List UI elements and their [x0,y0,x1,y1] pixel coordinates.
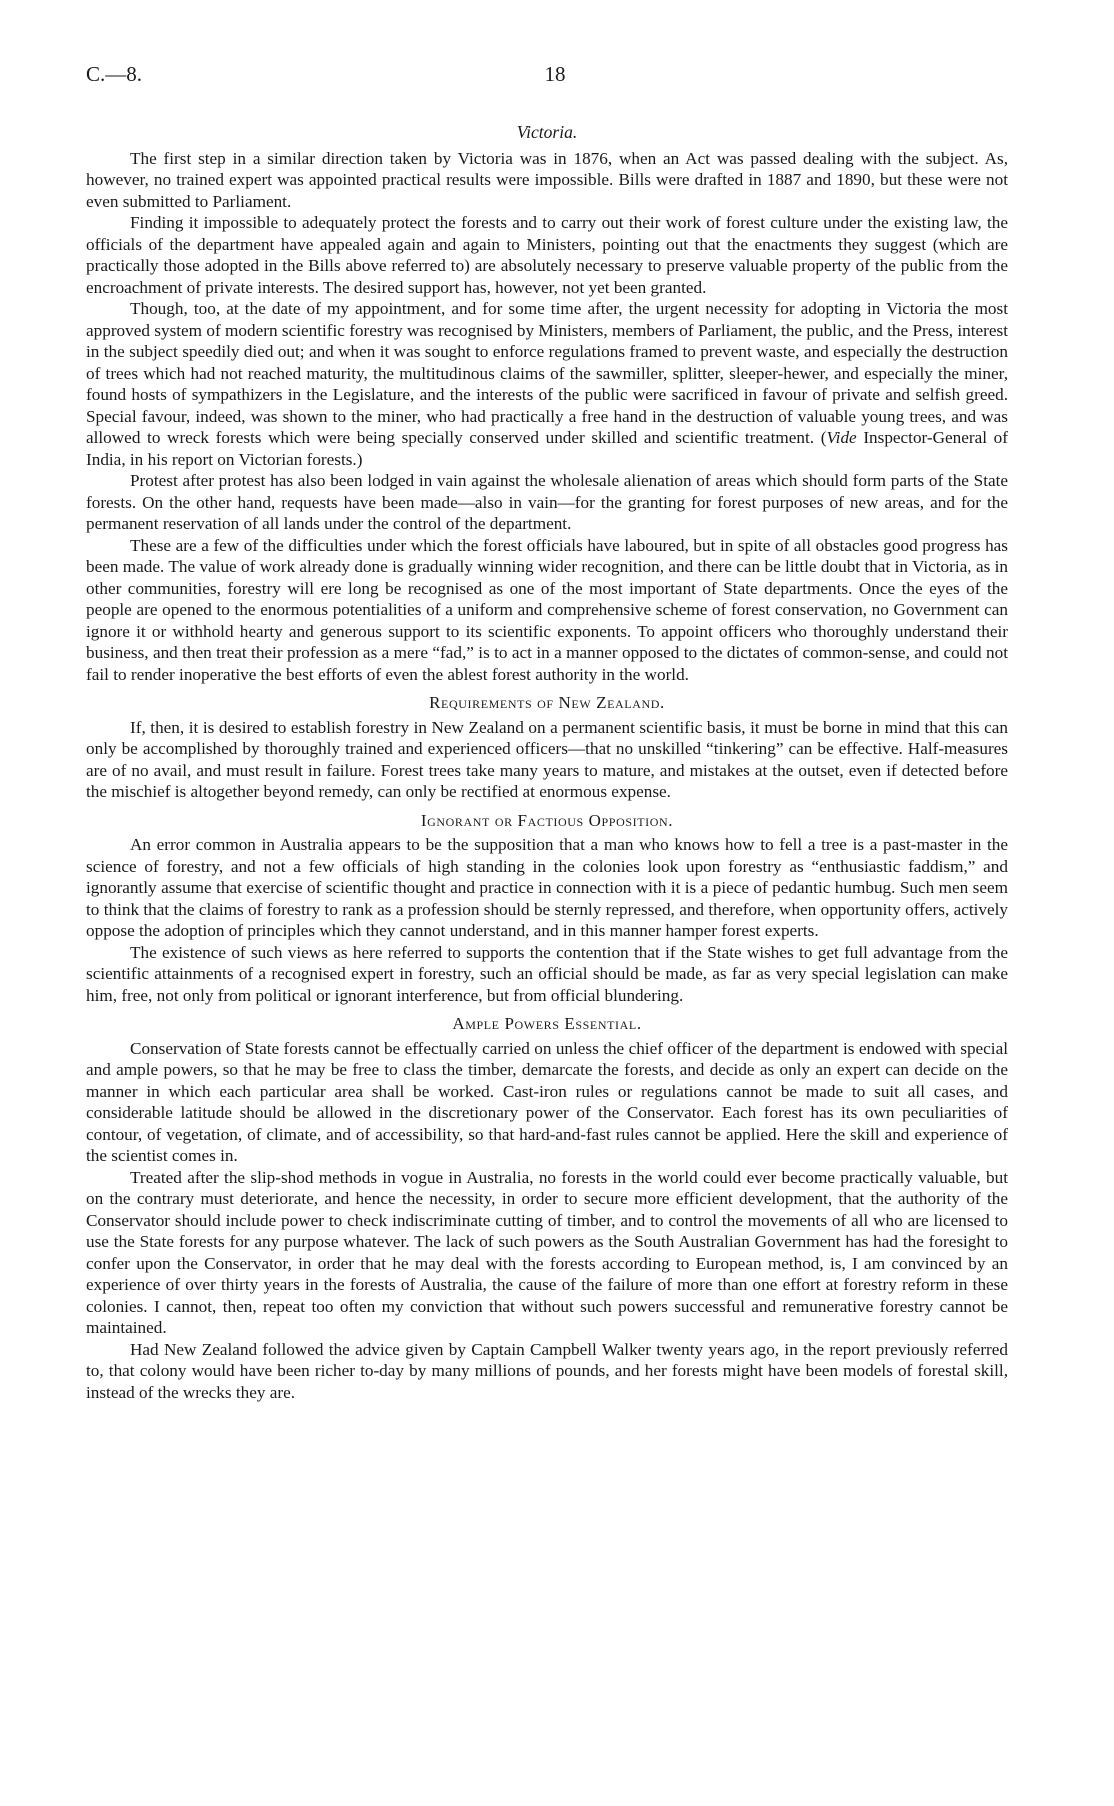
citation-vide: Vide [826,428,857,447]
section-heading-opposition: Ignorant or Factious Opposition. [420,810,674,830]
citation-text: Inspector-General of India, in his report on Victorian forests.) [86,428,1008,469]
section-heading-ample-powers: Ample Powers Essential. [452,1014,642,1033]
section-heading-requirements: Requirements of New Zealand. [429,693,665,712]
paragraph: An error common in Australia appears to be the supposition that a man who knows how to fell a tree is a past-master in the science of forestry, and not a few officials of high standing in the colonies look upon forestry as “enthusiastic faddism,” and ignorantly assume that exercise of scientific thought and practice in connection with it is a piece of pedantic humbug. Such men seem to think that the claims of forestry to rank as a profession should be sternly repressed, and therefore, when opportunity offers, actively oppose the adoption of principles which they cannot understand, and in this manner hamper forest experts. [86,835,1008,940]
citation-open: ( [814,428,827,447]
section-title-victoria: Victoria. [516,122,578,142]
paragraph [86,298,1008,470]
document-reference: C.—8. [86,62,143,86]
paragraph: Had New Zealand followed the advice given by Captain Campbell Walker twenty years ago, in the report previously referred to, that colony would have been richer to-day by many millions of pounds, and her forests might have been models of forestal skill, instead of the wrecks they are. [86,1339,1008,1402]
paragraph: Treated after the slip-shod methods in vogue in Australia, no forests in the world could ever become practically valuable, but on the contrary must deteriorate, and hence the necessity, in order to secure more efficient development, that the authority of the Conservator should include power to check indiscriminate cutting of timber, and to control the movements of all who are licensed to use the State forests for any purpose whatever. The lack of such powers as the South Australian Government has had the foresight to confer upon the Conservator, in order that he may deal with the forests according to European method, is, I am convinced by an experience of over thirty years in the forests of Australia, the cause of the failure of more than one effort at forestry reform in these colonies. I cannot, then, repeat too often my conviction that without such powers successful and remunerative forestry cannot be maintained. [86,1167,1008,1337]
page-number: 18 [544,62,566,86]
page-content [86,122,1008,1403]
paragraph: The first step in a similar direction taken by Victoria was in 1876, when an Act was passed dealing with the subject. As, however, no trained expert was appointed practical results were impossible. Bills were drafted in 1887 and 1890, but these were not even submitted to Parliament. [86,148,1008,211]
paragraph: These are a few of the difficulties under which the forest officials have laboured, but in spite of all obstacles good progress has been made. The value of work already done is gradually winning wider recognition, and there can be little doubt that in Victoria, as in other communities, forestry will ere long be recognised as one of the most important of State departments. Once the eyes of the people are opened to the enormous potentialities of a uniform and comprehensive scheme of forest conservation, no Government can ignore it or withhold hearty and generous support to its scientific exponents. To appoint officers who thoroughly understand their business, and then treat their profession as a mere “fad,” is to act in a manner opposed to the dictates of common-sense, and could not fail to render inoperative the best efforts of even the ablest forest authority in the world. [86,535,1008,684]
paragraph: The existence of such views as here referred to supports the contention that if the State wishes to get full advantage from the scientific attainments of a recognised expert in forestry, such an official should be made, as far as very special legislation can make him, free, not only from political or ignorant interference, but from official blundering. [86,942,1008,1005]
paragraph: If, then, it is desired to establish forestry in New Zealand on a permanent scientific basis, it must be borne in mind that this can only be accomplished by thoroughly trained and experienced officers—that no unskilled “tinkering” can be effective. Half-measures are of no avail, and must result in failure. Forest trees take many years to mature, and mistakes at the outset, even if detected before the mischief is altogether beyond remedy, can only be rectified at enormous expense. [86,717,1008,801]
paragraph: Conservation of State forests cannot be effectually carried on unless the chief officer of the department is endowed with special and ample powers, so that he may be free to class the timber, demarcate the forests, and decide as only an expert can decide on the manner in which each particular area shall be worked. Cast-iron rules or regulations cannot be made to suit all cases, and considerable latitude should be allowed in the discretionary power of the Conservator. Each forest has its own peculiarities of contour, of vegetation, of climate, and of accessibility, so that hard-and-fast rules cannot be applied. Here the skill and experience of the scientist comes in. [86,1038,1008,1165]
page-header [86,62,1024,92]
paragraph: Finding it impossible to adequately protect the forests and to carry out their work of forest culture under the existing law, the officials of the department have appealed again and again to Ministers, pointing out that the enactments they suggest (which are practically those adopted in the Bills above referred to) are absolutely necessary to preserve valuable property of the public from the encroachment of private interests. The desired support has, however, not yet been granted. [86,213,1008,297]
paragraph-text: Though, too, at the date of my appointment, and for some time after, the urgent necessity for adopting in Victoria the most approved system of modern scientific forestry was recognised by Ministers, members of Parliament, the public, and the Press, interest in the subject speedily died out; and when it was sought to enforce regulations framed to prevent waste, and especially the destruction of trees which had not reached maturity, the multitudinous claims of the sawmiller, splitter, sleeper-hewer, and especially the miner, found hosts of sympathizers in the Legislature, and the interests of the public were sacrificed in favour of private and selfish greed. Special favour, indeed, was shown to the miner, who had practically a free hand in the destruction of valuable young trees, and was allowed to wreck forests which were being specially conserved under skilled and scientific treatment. [86,299,1008,447]
paragraph: Protest after protest has also been lodged in vain against the wholesale alienation of areas which should form parts of the State forests. On the other hand, requests have been made—also in vain—for the granting for forest purposes of new areas, and for the permanent reservation of all lands under the control of the department. [86,471,1008,533]
